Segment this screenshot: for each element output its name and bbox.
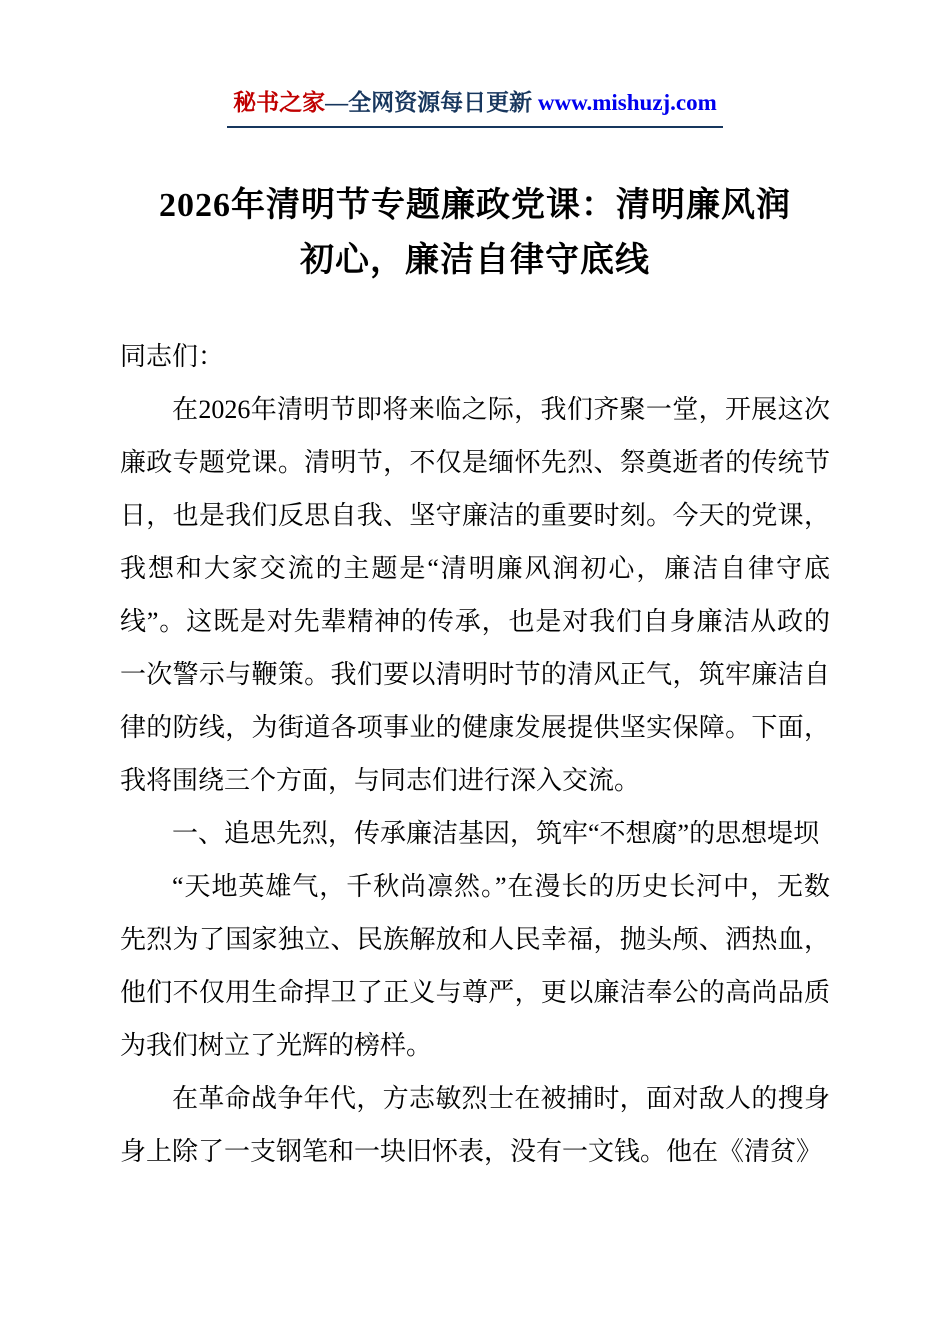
site-url-link[interactable]: www.mishuzj.com	[537, 90, 717, 115]
section-heading-one: 一、追思先烈，传承廉洁基因，筑牢“不想腐”的思想堤坝	[172, 819, 820, 849]
document-title: 2026年清明节专题廉政党课：清明廉风润初心，廉洁自律守底线	[159, 186, 791, 279]
salutation: 同志们：	[120, 342, 225, 372]
site-tagline: —全网资源每日更新	[325, 90, 538, 115]
document-body	[120, 330, 830, 1178]
site-header	[120, 88, 830, 128]
paragraph-heroes: “天地英雄气，千秋尚凛然。”在漫长的历史长河中，无数先烈为了国家独立、民族解放和人民幸福，抛头颅、洒热血，他们不仅用生命捍卫了正义与尊严，更以廉洁奉公的高尚品质为我们树立了光辉的榜样。	[120, 872, 830, 1061]
paragraph-fangzhimin: 在革命战争年代，方志敏烈士在被捕时，面对敌人的搜身身上除了一支钢笔和一块旧怀表，没有一文钱。他在《清贫》	[120, 1084, 830, 1167]
site-header-underlined-text	[227, 88, 723, 128]
paragraph-intro: 在2026年清明节即将来临之际，我们齐聚一堂，开展这次廉政专题党课。清明节，不仅是缅怀先烈、祭奠逝者的传统节日，也是我们反思自我、坚守廉洁的重要时刻。今天的党课，我想和大家交流的主题是“清明廉风润初心，廉洁自律守底线”。这既是对先辈精神的传承，也是对我们自身廉洁从政的一次警示与鞭策。我们要以清明时节的清风正气，筑牢廉洁自律的防线，为街道各项事业的健康发展提供坚实保障。下面，我将围绕三个方面，与同志们进行深入交流。	[120, 395, 830, 796]
site-brand: 秘书之家	[233, 90, 326, 115]
